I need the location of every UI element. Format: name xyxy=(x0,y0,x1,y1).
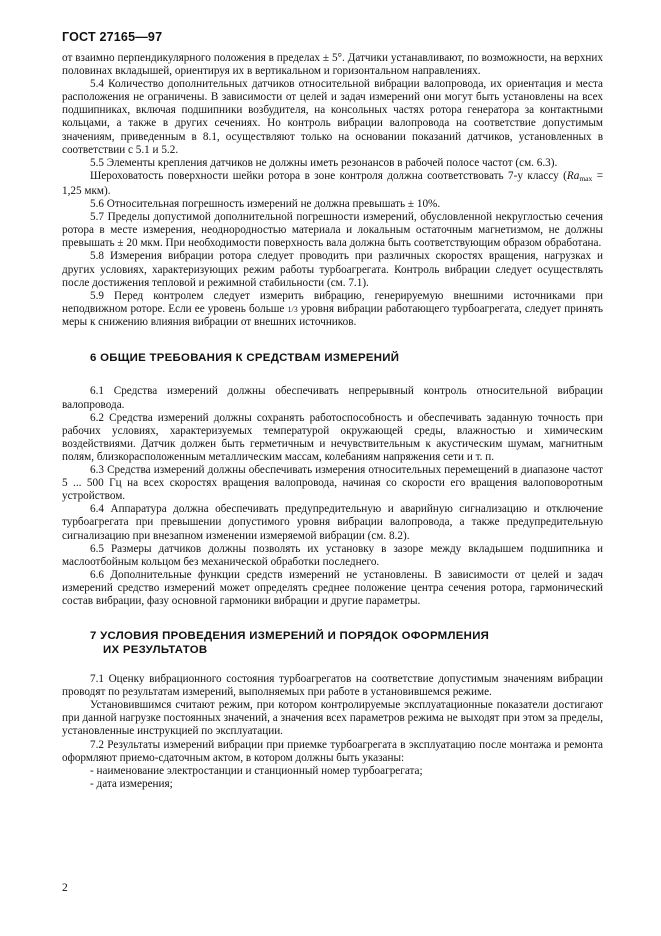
section-7-heading-line2: ИХ РЕЗУЛЬТАТОВ xyxy=(103,643,208,656)
section-7-heading-line1: 7 УСЛОВИЯ ПРОВЕДЕНИЯ ИЗМЕРЕНИЙ И ПОРЯДОК ОФОРМЛЕНИЯ xyxy=(90,630,490,643)
paragraph-5-7: 5.7 Пределы допустимой дополнительной погрешности измерений, обусловленной некруглостью сечения ротора в месте измерения, неоднородностью материала и локальным остаточным магнетизмом, не должны превышать ± 20 мкм. При необходимости поверхность вала должна быть соответствующим образом обработана. xyxy=(62,211,603,250)
roughness-symbol: Ra xyxy=(566,169,580,182)
paragraph-5-8: 5.8 Измерения вибрации ротора следует проводить при различных скоростях вращения, нагрузках и других условиях, характеризующих режим работы турбоагрегата. Контроль вибрации следует осуществлять после достижения тепловой и режимной стабильности (см. 7.1). xyxy=(62,250,603,289)
paragraph-5-5: 5.5 Элементы крепления датчиков не должны иметь резонансов в рабочей полосе частот (см. 6.3). xyxy=(90,156,558,169)
paragraph-roughness xyxy=(62,170,603,198)
paragraph-6-2: 6.2 Средства измерений должны сохранять работоспособность и обеспечивать заданную точность при рабочих условиях, характеризуемых температурой окружающей среды, влажностью и химическим воздействиями. Датчик должен быть герметичным и нечувствительным к акустическим шумам, магнитным полям, близкорасположенным металлическим массам, колебаниям напряжения сети и т. п. xyxy=(62,411,603,463)
paragraph-5-4: 5.4 Количество дополнительных датчиков относительной вибрации валопровода, их ориентация и места расположения не ограничены. В зависимости от целей и задач измерений они могут быть установлены на всех подшипниках, включая подшипники возбудителя, на консольных частях ротора генератора за контактными кольцами, а также в других сечениях. Но контроль вибрации валопровода на соответствие допустимым значениям, приведенным в 8.1, осуществляют только на основании показаний датчиков, установленных в соответствии с 5.1 и 5.2. xyxy=(62,78,603,156)
paragraph-5-9 xyxy=(62,290,603,329)
page-number: 2 xyxy=(62,882,68,894)
document-header: ГОСТ 27165—97 xyxy=(62,30,163,44)
roughness-text-b: = 1,25 мкм). xyxy=(62,169,603,197)
paragraph-5-9-b: уровня вибрации работающего турбоагрегата, следует принять меры к снижению влияния вибрации от внешних источников. xyxy=(62,302,603,328)
paragraph-6-3: 6.3 Средства измерений должны обеспечивать измерения относительных перемещений в диапазоне частот 5 ... 500 Гц на всех скоростях вращения валопровода, начиная со скорости его вращения валоповоротным устройством. xyxy=(62,464,603,503)
list-item: - дата измерения; xyxy=(90,777,173,790)
list-item: - наименование электростанции и станционный номер турбоагрегата; xyxy=(90,764,423,777)
paragraph-5-6: 5.6 Относительная погрешность измерений не должна превышать ± 10%. xyxy=(90,198,441,211)
paragraph-6-6: 6.6 Дополнительные функции средств измерений не установлены. В зависимости от целей и задач измерений средство измерений может определять среднее положение центра сечения ротора, гармонический состав вибрации, фазу основной гармоники вибрации и другие параметры. xyxy=(62,568,603,607)
section-7-heading xyxy=(90,630,603,657)
roughness-subscript: max xyxy=(579,173,593,183)
roughness-text-a: Шероховатость поверхности шейки ротора в зоне контроля должна соответствовать 7-у классу ( xyxy=(90,169,567,182)
fraction-one-third: 1/3 xyxy=(287,304,298,314)
paragraph-7-2: 7.2 Результаты измерений вибрации при приемке турбоагрегата в эксплуатацию после монтажа и ремонта оформляют приемо-сдаточным актом, в котором должны быть указаны: xyxy=(62,738,603,764)
paragraph-7-1: 7.1 Оценку вибрационного состояния турбоагрегатов на соответствие допустимым значениям вибрации проводят по результатам измерений, выполняемых при работе в установившемся режиме. xyxy=(62,673,603,699)
document-body xyxy=(62,52,603,791)
paragraph-6-1: 6.1 Средства измерений должны обеспечивать непрерывный контроль относительной вибрации валопровода. xyxy=(62,385,603,411)
paragraph-5-9-a: 5.9 Перед контролем следует измерить вибрацию, генерируемую внешними источниками при неподвижном роторе. Если ее уровень больше xyxy=(62,289,603,315)
paragraph-7-1-steady: Установившимся считают режим, при котором контролируемые эксплуатационные показатели достигают при данной нагрузке постоянных значений, а значения всех параметров режима не выходят при этом за пределы, установленные инструкцией по эксплуатации. xyxy=(62,699,603,738)
paragraph-6-4: 6.4 Аппаратура должна обеспечивать предупредительную и аварийную сигнализацию и отключение турбоагрегата при превышении допустимого уровня вибрации валопровода, а также предупредительную сигнализацию при внезапном изменении измеряемой вибрации (см. 8.2). xyxy=(62,503,603,542)
paragraph-continuation: от взаимно перпендикулярного положения в пределах ± 5°. Датчики устанавливают, по возможности, на верхних половинах вкладышей, ориентируя их в вертикальном и горизонтальном направлениях. xyxy=(62,52,603,78)
section-6-heading: 6 ОБЩИЕ ТРЕБОВАНИЯ К СРЕДСТВАМ ИЗМЕРЕНИЙ xyxy=(90,351,400,364)
paragraph-6-5: 6.5 Размеры датчиков должны позволять их установку в зазоре между вкладышем подшипника и маслоотбойным кольцом без механической обработки последнего. xyxy=(62,542,603,568)
